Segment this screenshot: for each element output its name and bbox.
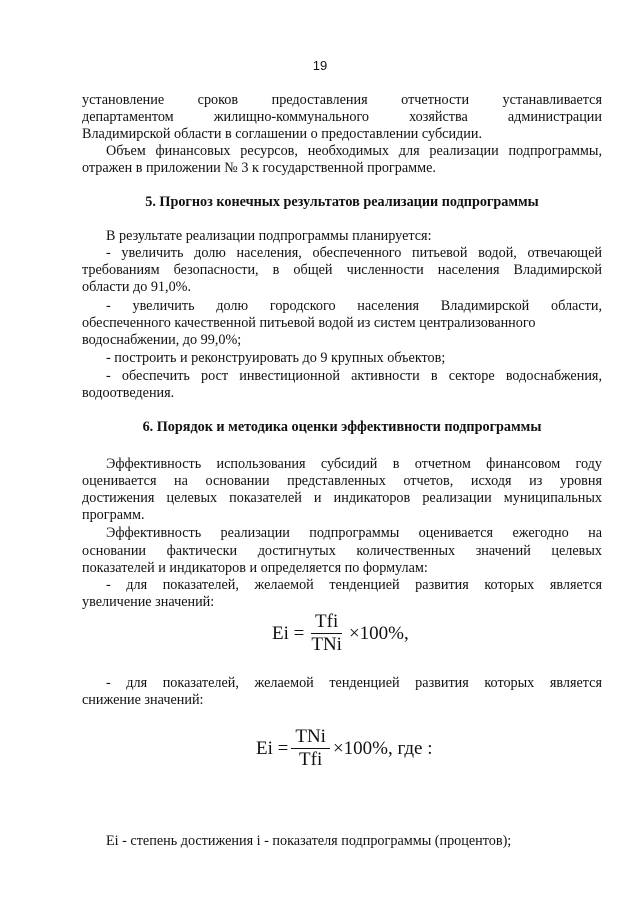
text-line: В результате реализации подпрограммы планируется: — [106, 228, 432, 244]
fraction-denominator: Tfi — [299, 749, 323, 770]
text-line: отражен в приложении № 3 к государственной программе. — [82, 160, 436, 176]
text-line: оценивается на основании представленных отчетов, исходя из уровня — [82, 473, 602, 489]
text-line: - увеличить долю городского населения Владимирской области, — [106, 298, 602, 314]
text-line: Владимирской области в соглашении о предоставлении субсидии. — [82, 126, 483, 142]
text-line: увеличение значений: — [82, 594, 215, 610]
fraction-denominator: TNi — [311, 634, 342, 655]
text-line: области до 91,0%. — [82, 279, 192, 295]
text-line: водоотведения. — [82, 385, 175, 401]
fraction — [307, 612, 346, 655]
text-line: Ei - степень достижения i - показателя подпрограммы (процентов); — [106, 833, 512, 849]
formula-lhs: Ei = — [256, 737, 289, 759]
text-line: снижение значений: — [82, 692, 204, 708]
text-line: требованиям безопасности, в общей численности населения Владимирской — [82, 262, 602, 278]
section-5-heading: 5. Прогноз конечных результатов реализации подпрограммы — [145, 194, 539, 210]
text-line: Эффективность использования субсидий в отчетном финансовом году — [106, 456, 602, 472]
page-number: 19 — [312, 58, 328, 73]
text-line: - обеспечить рост инвестиционной активности в секторе водоснабжения, — [106, 368, 602, 384]
text-line: программ. — [82, 507, 145, 523]
fraction-numerator: Tfi — [311, 612, 342, 634]
section-6-heading: 6. Порядок и методика оценки эффективности подпрограммы — [142, 419, 542, 435]
formula-rhs: ×100%, — [348, 622, 409, 644]
text-line: Объем финансовых ресурсов, необходимых для реализации подпрограммы, — [106, 143, 602, 159]
text-line: - увеличить долю населения, обеспеченного питьевой водой, отвечающей — [106, 245, 602, 261]
formula-lhs: Ei = — [272, 622, 305, 644]
fraction-numerator: TNi — [291, 727, 330, 749]
text-line: - построить и реконструировать до 9 крупных объектов; — [106, 350, 446, 366]
text-line: показателей и индикаторов и определяется по формулам: — [82, 560, 428, 576]
formula-increase — [272, 612, 409, 655]
text-line: - для показателей, желаемой тенденцией развития которых является — [106, 577, 602, 593]
text-line: водоснабжении, до 99,0%; — [82, 332, 242, 348]
text-line: обеспеченного качественной питьевой водой из систем централизованного — [82, 315, 536, 331]
formula-rhs: ×100%, где : — [332, 737, 433, 759]
fraction — [291, 727, 330, 770]
text-line: основании фактически достигнутых количественных значений целевых — [82, 543, 602, 559]
text-line: установление сроков предоставления отчетности устанавливается — [82, 92, 602, 108]
text-line: достижения целевых показателей и индикаторов реализации муниципальных — [82, 490, 602, 506]
formula-decrease — [256, 727, 433, 770]
text-line: Эффективность реализации подпрограммы оценивается ежегодно на — [106, 525, 602, 541]
text-line: - для показателей, желаемой тенденцией развития которых является — [106, 675, 602, 691]
text-line: департаментом жилищно-коммунального хозяйства администрации — [82, 109, 602, 125]
